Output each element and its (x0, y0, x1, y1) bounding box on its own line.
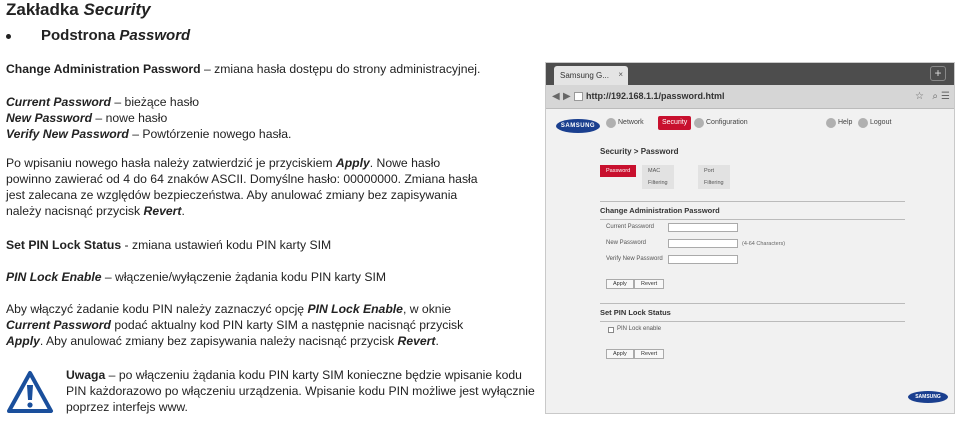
list-item: New Password – nowe hasło (6, 111, 168, 125)
nav-help[interactable]: Help (838, 119, 853, 126)
section-title: Change Administration Password (600, 201, 905, 220)
change-password-section (600, 201, 905, 220)
search-icon[interactable]: ⌕ (932, 91, 938, 102)
new-tab-button[interactable]: + (930, 66, 946, 81)
pin-revert-button[interactable]: Revert (634, 349, 664, 359)
network-icon (606, 118, 616, 128)
url-text[interactable]: http://192.168.1.1/password.html (586, 91, 725, 101)
list-item: Verify New Password – Powtórzenie nowego hasła. (6, 127, 292, 141)
back-icon[interactable]: ◀ (552, 91, 560, 102)
pin-lock-section (600, 303, 905, 322)
note-text: Uwaga – po włączeniu żądania kodu PIN karty SIM konieczne będzie wpisanie kodu PIN każdorazowo po włączeniu urządzenia. Wpisanie kodu PIN możliwe jest wyłącznie poprzez interfejs www. (66, 368, 535, 414)
footer-samsung-logo: SAMSUNG (908, 391, 948, 403)
subheading: Podstrona Password (6, 27, 190, 44)
list-item: Current Password – bieżące hasło (6, 95, 200, 109)
tab-password[interactable]: Password (600, 165, 636, 177)
revert-button[interactable]: Revert (634, 279, 664, 289)
current-password-input[interactable] (668, 223, 738, 232)
paragraph-pin-how: Aby włączyć żadanie kodu PIN należy zaznaczyć opcję PIN Lock Enable, w oknie Current Password podać aktualny kod PIN karty SIM a następnie nacisnąć przycisk Apply. Aby anulować zmiany bez zapisywania należy nacisnąć przycisk Revert. (6, 302, 464, 348)
star-icon[interactable]: ☆ (915, 91, 924, 102)
tab-mac-filtering[interactable]: MAC Filtering (642, 165, 674, 189)
section-title: Set PIN Lock Status (600, 303, 905, 322)
help-icon (826, 118, 836, 128)
paragraph-pin-enable: PIN Lock Enable – włączenie/wyłączenie żądania kodu PIN karty SIM (6, 270, 387, 284)
pin-lock-checkbox[interactable] (608, 327, 614, 333)
close-icon[interactable]: × (618, 70, 623, 79)
logout-icon (858, 118, 868, 128)
current-password-label: Current Password (606, 224, 655, 230)
page-title: Zakładka Security (6, 0, 151, 19)
bullet-icon (6, 34, 11, 39)
address-bar (546, 85, 954, 109)
forward-icon[interactable]: ▶ (563, 91, 571, 102)
nav-security[interactable]: Security (658, 116, 691, 130)
new-password-input[interactable] (668, 239, 738, 248)
tab-port-filtering[interactable]: Port Filtering (698, 165, 730, 189)
browser-screenshot (545, 62, 955, 414)
browser-tab-bar (546, 63, 954, 85)
pin-lock-label: PIN Lock enable (617, 326, 662, 332)
configuration-icon (694, 118, 704, 128)
pin-apply-button[interactable]: Apply (606, 349, 634, 359)
menu-icon[interactable]: ☰ (941, 91, 950, 102)
paragraph-apply: Po wpisaniu nowego hasła należy zatwierdzić je przyciskiem Apply. Nowe hasło powinno zawierać od 4 do 64 znaków ASCII. Domyślne hasło: 00000000. Zmiana hasła jest zalecana ze względów bezpieczeństwa. Aby anulować zmiany bez zapisywania należy nacisnąć przycisk Revert. (6, 156, 478, 218)
nav-configuration[interactable]: Configuration (706, 119, 748, 126)
router-page (546, 109, 955, 414)
breadcrumb: Security > Password (600, 147, 679, 156)
warning-icon (6, 370, 54, 414)
browser-tab[interactable]: Samsung G... × (554, 66, 628, 85)
paragraph-fields (6, 94, 531, 142)
verify-password-label: Verify New Password (606, 256, 663, 262)
verify-password-input[interactable] (668, 255, 738, 264)
apply-button[interactable]: Apply (606, 279, 634, 289)
samsung-logo: SAMSUNG (556, 119, 600, 133)
new-password-label: New Password (606, 240, 647, 246)
paragraph-change-password: Change Administration Password – zmiana hasła dostępu do strony administracyjnej. (6, 62, 481, 76)
nav-logout[interactable]: Logout (870, 119, 892, 126)
password-length-hint: (4-64 Characters) (742, 241, 786, 247)
nav-network[interactable]: Network (618, 119, 644, 126)
page-icon (574, 92, 583, 101)
paragraph-pin-status: Set PIN Lock Status - zmiana ustawień kodu PIN karty SIM (6, 238, 332, 252)
